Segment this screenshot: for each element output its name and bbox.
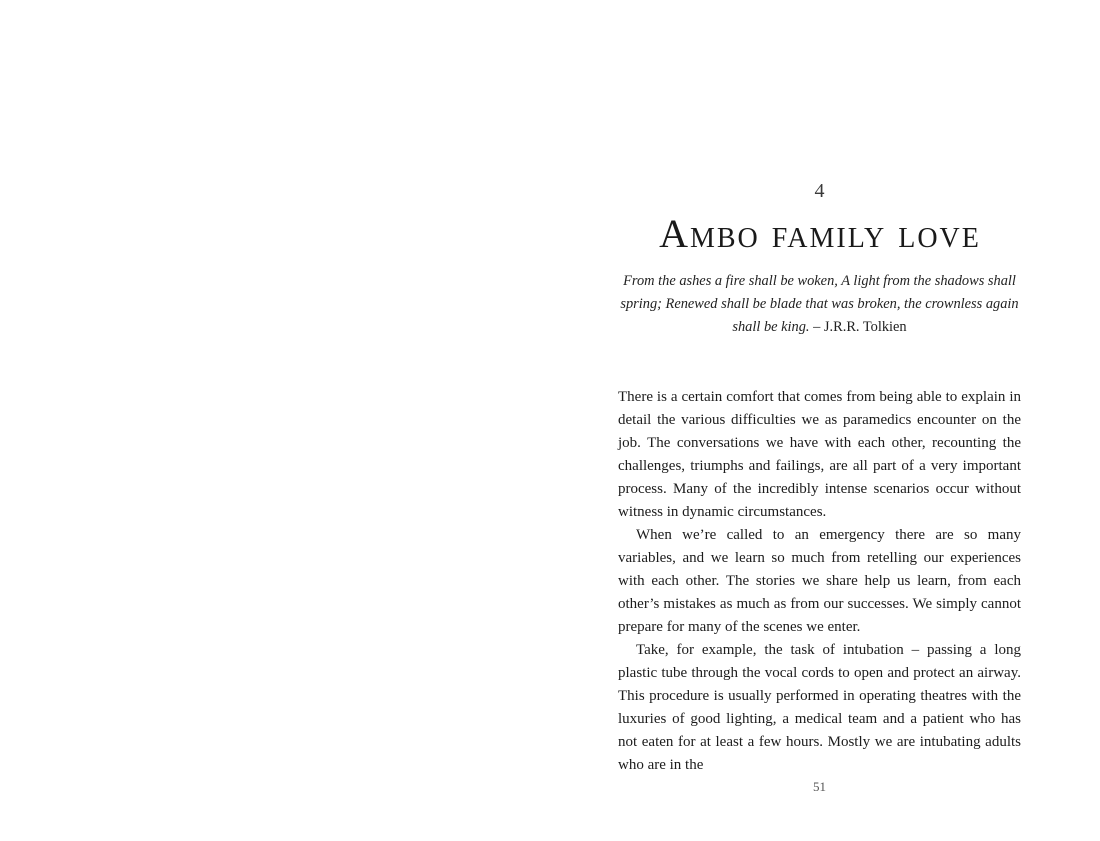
epigraph-attribution: – J.R.R. Tolkien xyxy=(809,319,907,335)
page-number: 51 xyxy=(813,779,826,794)
epigraph-quote: From the ashes a fire shall be woken, A light from the shadows shall spring; Renewed shall be blade that was broken, the crownless again shall be king. xyxy=(620,273,1019,335)
right-page xyxy=(550,0,1100,841)
chapter-title: Ambo family love xyxy=(659,211,981,256)
body-paragraph: When we’re called to an emergency there are so many variables, and we learn so much from retelling our experiences with each other. The stories we share help us learn, from each other’s mistakes as much as from our successes. We simply cannot prepare for many of the scenes we enter. xyxy=(618,527,1021,635)
epigraph xyxy=(618,270,1021,339)
body-text xyxy=(618,386,1021,777)
body-paragraph: Take, for example, the task of intubation – passing a long plastic tube through the vocal cords to open and protect an airway. This procedure is usually performed in operating theatres with the luxuries of good lighting, a medical team and a patient who has not eaten for at least a few hours. Mostly we are intubating adults who are in the xyxy=(618,642,1021,773)
chapter-number: 4 xyxy=(814,180,825,202)
body-paragraph: There is a certain comfort that comes from being able to explain in detail the various difficulties we as paramedics encounter on the job. The conversations we have with each other, recounting the challenges, triumphs and failings, are all part of a very important process. Many of the incredibly intense scenarios occur without witness in dynamic circumstances. xyxy=(618,389,1021,520)
